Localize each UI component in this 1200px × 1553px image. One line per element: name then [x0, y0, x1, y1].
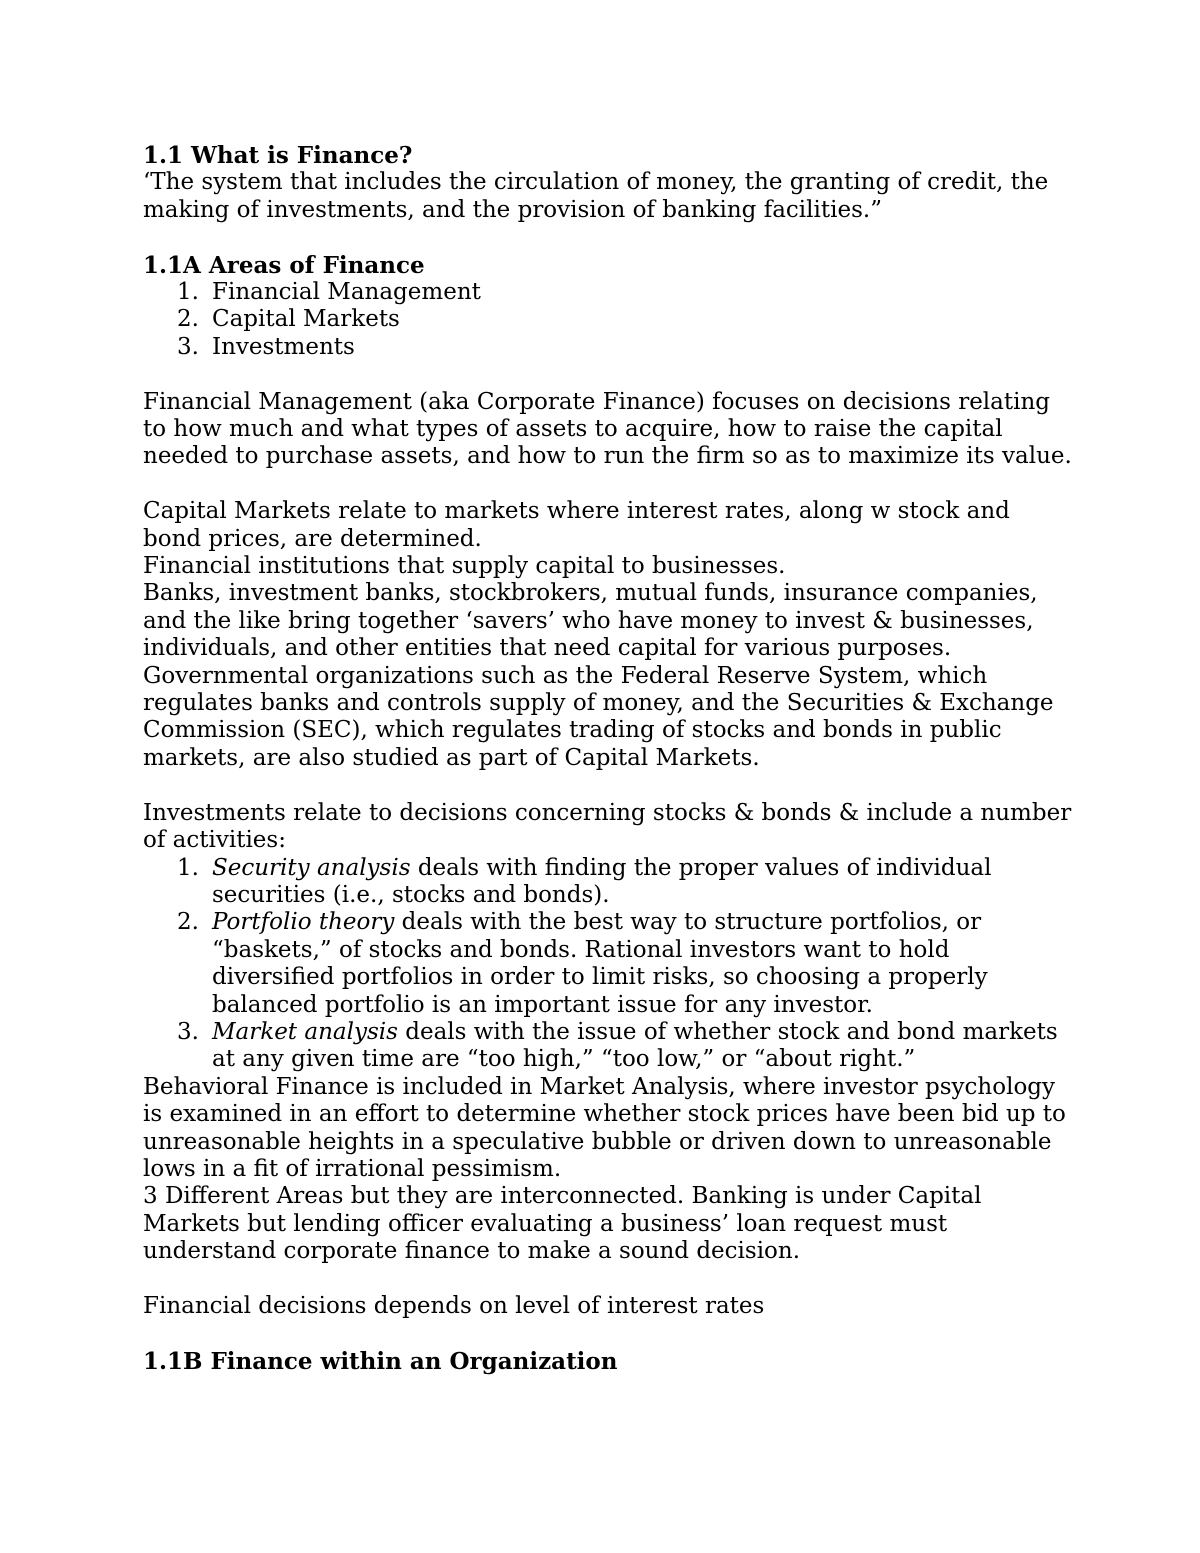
blank-line	[143, 361, 1073, 388]
list-item	[143, 1019, 1073, 1074]
section-heading-finance-within-organization: 1.1B Finance within an Organization	[143, 1347, 618, 1375]
list-item-label: Financial Management	[212, 279, 481, 306]
capital-markets-paragraph: Capital Markets relate to markets where interest rates, along w stock and bond prices, are determined.	[143, 498, 1010, 552]
finance-definition: ‘The system that includes the circulation of money, the granting of credit, the making of investments, and the provision of banking facilities.”	[143, 169, 1049, 223]
blank-line	[143, 1320, 1073, 1347]
behavioral-finance-paragraph: Behavioral Finance is included in Market Analysis, where investor psychology is examined in an effort to determine whether stock prices have been bid up to unreasonable heights in a speculative bubble or driven down to unreasonable lows in a fit of irrational pessimism.	[143, 1073, 1066, 1182]
activity-term: Security analysis	[212, 854, 411, 881]
activity-term: Portfolio theory	[212, 909, 395, 936]
list-item-label: Investments	[212, 333, 355, 360]
capital-markets-government: Governmental organizations such as the Federal Reserve System, which regulates banks and controls supply of money, and the Securities & Exchange Commission (SEC), which regulates trading of stocks and bonds in public markets, are also studied as part of Capital Markets.	[143, 662, 1054, 771]
list-number: 3.	[177, 1018, 199, 1045]
section-heading-areas-of-finance: 1.1A Areas of Finance	[143, 251, 425, 279]
financial-management-paragraph: Financial Management (aka Corporate Finance) focuses on decisions relating to how much and what types of assets to acquire, how to raise the capital needed to purchase assets, and how to run the firm so as to maximize its value.	[143, 388, 1072, 470]
activity-text: deals with the best way to structure portfolios, or “baskets,” of stocks and bonds. Rational investors want to hold diversified portfolios in order to limit risks, so choosing a properly balanced portfolio is an important issue for any investor.	[212, 909, 988, 1018]
capital-markets-banks: Banks, investment banks, stockbrokers, mutual funds, insurance companies, and the like bring together ‘savers’ who have money to invest & businesses, individuals, and other entities that need capital for various purposes.	[143, 580, 1038, 662]
investments-intro: Investments relate to decisions concerning stocks & bonds & include a number of activities:	[143, 799, 1072, 854]
activity-text: deals with finding the proper values of individual securities (i.e., stocks and bonds).	[212, 854, 992, 908]
blank-line	[143, 1266, 1073, 1293]
blank-line	[143, 471, 1073, 498]
activity-text: deals with the issue of whether stock and bond markets at any given time are “too high,” “too low,” or “about right.”	[212, 1018, 1058, 1073]
interest-rates-paragraph: Financial decisions depends on level of interest rates	[143, 1292, 765, 1319]
list-item-label: Capital Markets	[212, 306, 400, 333]
activities-list	[143, 855, 1073, 1074]
list-number: 1.	[177, 854, 199, 881]
areas-list	[143, 279, 1073, 361]
list-item	[143, 334, 1073, 361]
capital-markets-institutions: Financial institutions that supply capital to businesses.	[143, 553, 786, 580]
activity-term: Market analysis	[212, 1018, 398, 1045]
list-item	[143, 279, 1073, 306]
blank-line	[143, 772, 1073, 799]
list-number: 3.	[177, 333, 199, 360]
list-item	[143, 909, 1073, 1019]
list-item	[143, 855, 1073, 910]
blank-line	[143, 224, 1073, 251]
list-number: 2.	[177, 306, 199, 333]
section-heading-what-is-finance: 1.1 What is Finance?	[143, 142, 413, 169]
interconnected-paragraph: 3 Different Areas but they are interconnected. Banking is under Capital Markets but lending officer evaluating a business’ loan request must understand corporate finance to make a sound decision.	[143, 1183, 982, 1265]
list-number: 2.	[177, 909, 199, 936]
document-page	[143, 142, 1073, 1375]
list-item	[143, 306, 1073, 333]
list-number: 1.	[177, 279, 199, 306]
